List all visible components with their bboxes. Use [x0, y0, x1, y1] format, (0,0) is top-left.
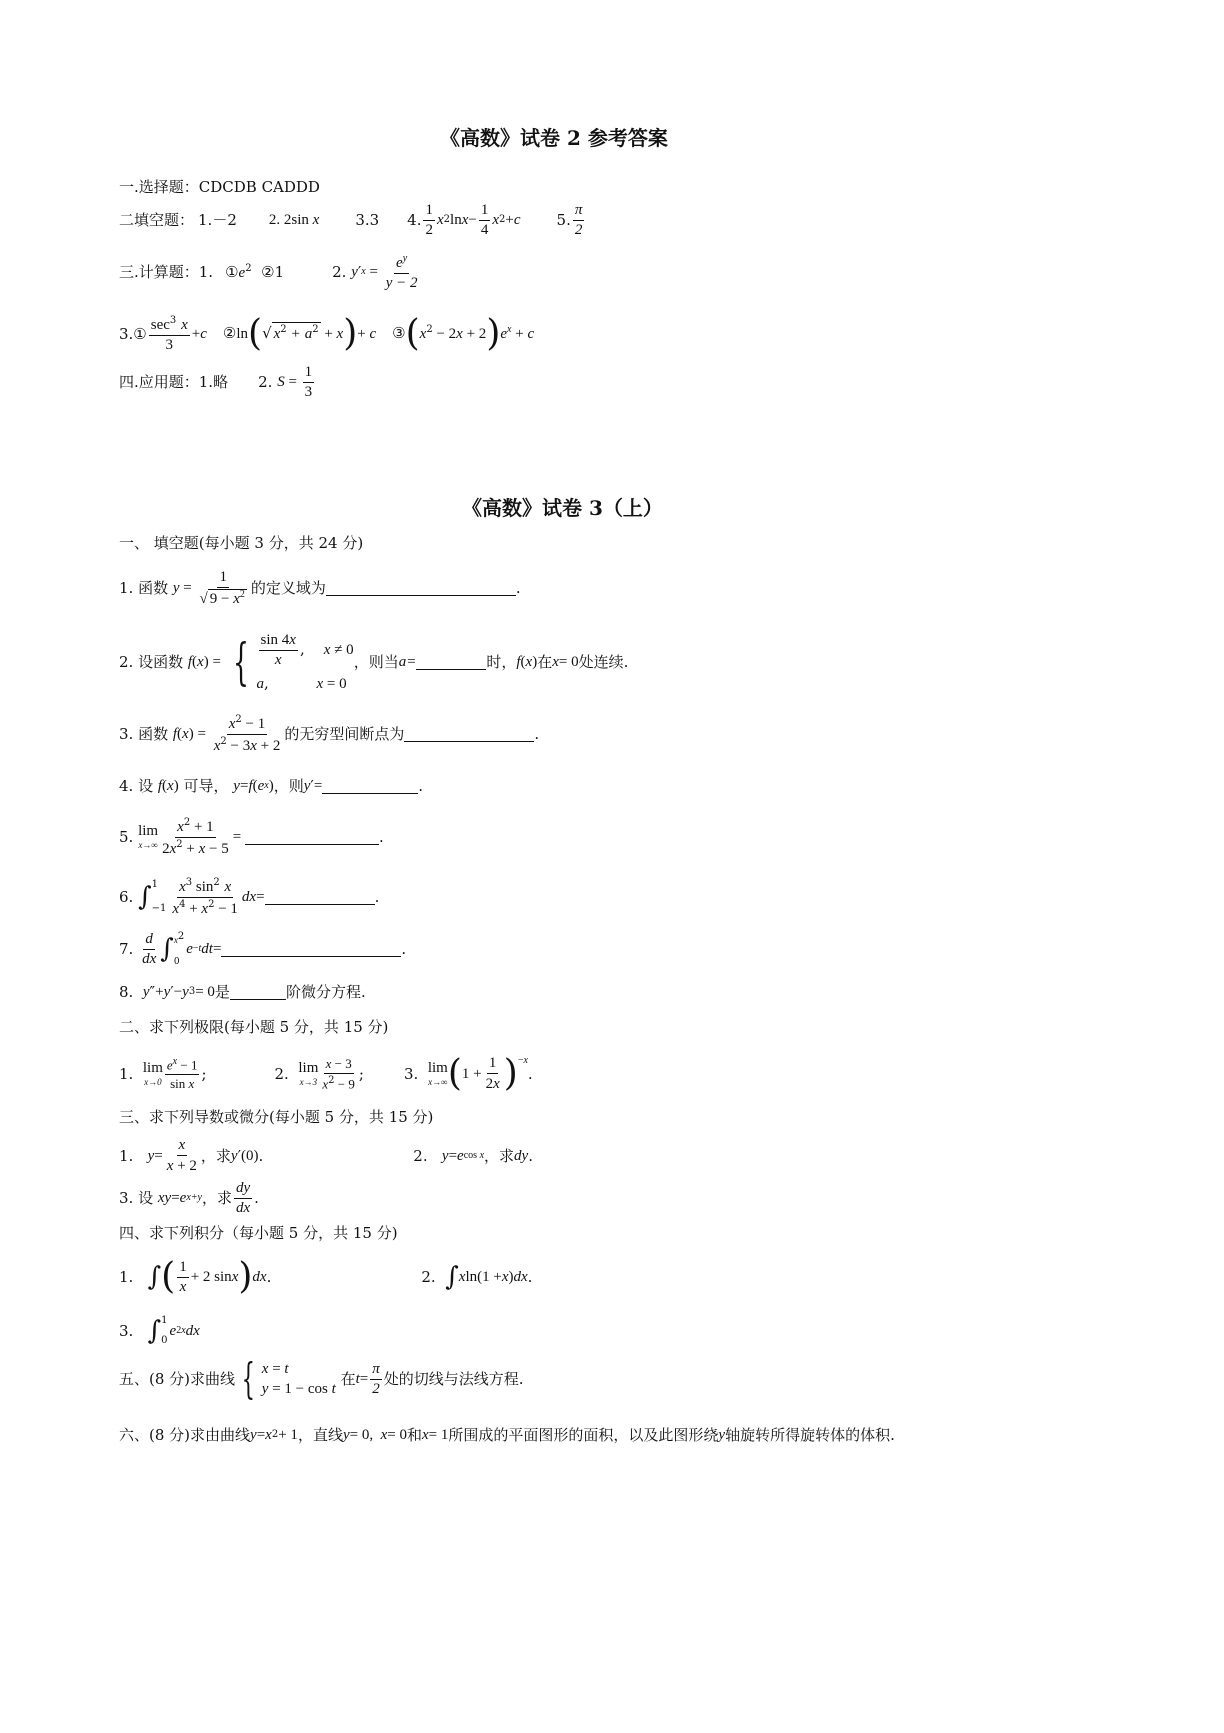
question-3: 3. 函数 f ( x ) = $\frac{x^2 - 1}{x^2 - 3x + 2}$ 的无穷型间断点为 .	[119, 713, 540, 754]
section-5: 五、(8 分)求曲线 { x = t y = 1 − cos t 在 t = $\frac{\pi}{2}$ 处的切线与法线方程.	[119, 1354, 524, 1403]
calc-answer-1: $①e^2$ ②1	[225, 262, 285, 281]
section-2-heading: 二、求下列极限(每小题 5 分，共 15 分)	[119, 1018, 389, 1036]
exam-title: 《高数》试卷 3（上）	[462, 496, 663, 520]
answer-blank[interactable]	[245, 830, 379, 845]
answer-key-title: 《高数》试卷 2 参考答案	[440, 126, 668, 150]
section-6: 六、(8 分)求由曲线 y = x 2 + 1 ，直线 y = 0, x = 0 和 x = 1 所围成的平面图形的面积，以及此图形绕 y 轴旋转所得旋转体的体积.	[119, 1425, 895, 1444]
answer-blank[interactable]	[404, 727, 534, 742]
derivative-row-1: 1. y = $\frac{x}{x + 2}$ ，求 y ′ (0) . 2. y = e cos x ，求 dy .	[119, 1137, 533, 1174]
calc-label: 三.计算题：1.	[119, 262, 214, 281]
question-1: 1. 函数 y = $\frac{1}{√ 9 - x^2}$ 的定义域为 .	[119, 568, 521, 607]
fill-answer-1: 1.－2	[198, 210, 237, 229]
limits-row: 1. lim x→0 $\frac{e^x - 1}{\text{sin x}}$ ; 2. lim x→3 $\frac{x - 3}{x^2 - 9}$ ; 3. lim x→∞ ( 1 + $\frac{1}{2x}$ ) $^{-x}$ .	[119, 1053, 533, 1094]
fill-answer-4: 4. $\frac{1}{2}$ x 2 ln x − $\frac{1}{4}$ x 2 + c	[407, 201, 521, 238]
fill-label: 二填空题：	[119, 210, 195, 229]
calc-answers-row	[119, 252, 422, 292]
question-8: 8. y ″ + y ′ − y 3 = 0 是 阶微分方程.	[119, 982, 366, 1001]
answer-blank[interactable]	[326, 581, 516, 596]
question-4: 4. 设 f ( x ) 可导， y = f ( e x ) ，则 y ′ = .	[119, 776, 424, 795]
section-3-heading: 三、求下列导数或微分(每小题 5 分，共 15 分)	[119, 1108, 434, 1126]
derivative-row-2: 3. 设 xy = e x+y ，求 $\frac{dy}{dx}$ .	[119, 1179, 259, 1216]
section-4-heading: 四、求下列积分（每小题 5 分，共 15 分)	[119, 1224, 398, 1242]
integral-row-2: 3. ∫ 1 0 e 2x dx	[119, 1315, 200, 1346]
fill-answer-5: 5. $\frac{\pi}{2}$	[556, 201, 583, 238]
question-6: 6. ∫ 1 −1 $\frac{x^3 \sin^2 x}{x^4 + x^2 - 1}$ dx = .	[119, 876, 380, 917]
answer-blank[interactable]	[322, 779, 418, 794]
answer-blank[interactable]	[230, 985, 286, 1000]
integral-row-1: 1. ∫ ( $\frac{1}{x}$ + 2 sin x ) dx . 2. ∫ x ln(1 + x ) dx .	[119, 1256, 533, 1297]
fill-answer-3: 3.3	[355, 210, 380, 229]
question-2: 2. 设函数 f ( x ) = { $\frac{\sin 4x}{x}$ , x ≠ 0 a, x = 0 ，则当 a= 时， f ( x ) 在 x = 0 处连续.	[119, 632, 629, 692]
question-7: 7. $\frac{d}{dx}$ ∫ $x^2$ 0 e −t dt = .	[119, 930, 407, 967]
section-1-heading: 一、 填空题(每小题 3 分，共 24 分)	[119, 534, 364, 552]
app-answer-2: 2. S = $\frac{1}{3}$	[258, 363, 313, 400]
answer-blank[interactable]	[265, 890, 375, 905]
fill-answers-row	[119, 200, 586, 240]
answer-blank[interactable]	[221, 942, 401, 957]
app-label: 四.应用题：1.略	[119, 372, 229, 391]
fill-answer-2: 2. 2sin x	[268, 212, 320, 228]
question-5: 5. lim x→∞ $\frac{x^2 + 1}{2x^2 + x - 5}$ = .	[119, 816, 384, 857]
choice-answers: 一.选择题：CDCDB CADDD	[119, 178, 320, 196]
answer-blank[interactable]	[416, 655, 486, 670]
calc-answer-2: 2. y ′ x = $\frac{e^y}{y - 2}$	[332, 252, 418, 291]
app-answers-row	[119, 362, 316, 402]
calc-answers-3: 3.① $\frac{\sec^3 x}{3}$ + c ②ln(√ $x^2 + a^2 + x)+ c$ $③(x^2 - 2x + 2)e^x + c$	[119, 313, 535, 354]
